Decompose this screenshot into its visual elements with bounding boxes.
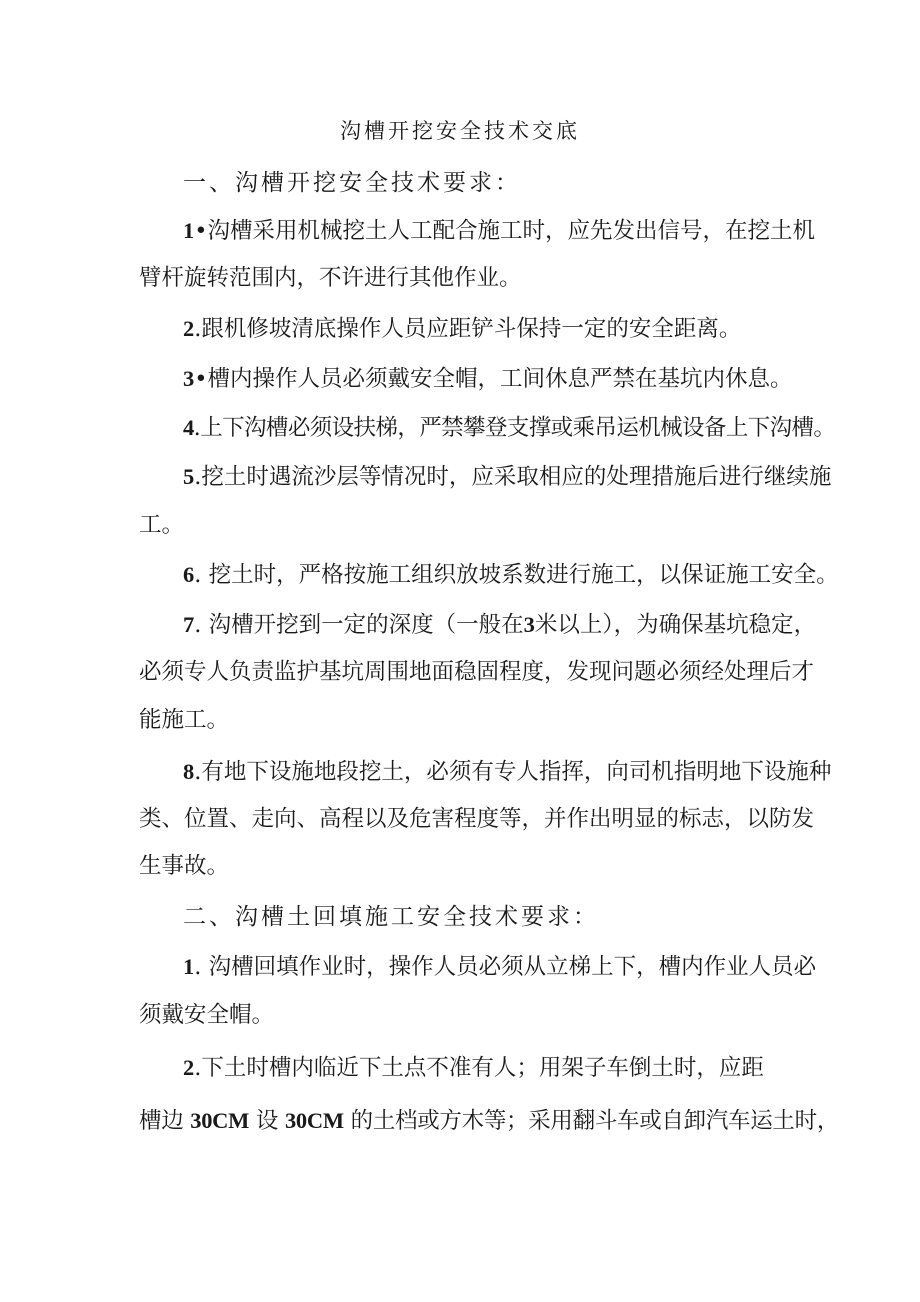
s1-item-7-number: 7: [183, 612, 195, 637]
s1-item-7-depth-value: 3: [523, 612, 535, 637]
s2-item-1-number: 1: [183, 954, 195, 979]
s1-item-8-line-3: 生事故。: [139, 853, 230, 879]
s1-item-3-line-1: 3•槽内操作人员必须戴安全帽，工间休息严禁在基坑内休息。: [183, 366, 793, 392]
s1-item-4-line-1: 4.上下沟槽必须设扶梯，严禁攀登支撑或乘吊运机械设备上下沟槽。: [183, 415, 836, 441]
s1-item-2-number: 2: [183, 316, 195, 341]
s1-item-8-line-1: 8.有地下设施地段挖土，必须有专人指挥，向司机指明地下设施种: [183, 759, 832, 785]
s1-item-2-line-1: 2.跟机修坡清底操作人员应距铲斗保持一定的安全距离。: [183, 316, 742, 342]
s1-item-1-number: 1: [183, 218, 195, 243]
s1-item-8-line-2: 类、位置、走向、高程以及危害程度等，并作出明显的标志，以防发: [139, 806, 815, 832]
s2-item-1-line-1: 1. 沟槽回填作业时，操作人员必须从立梯上下，槽内作业人员必: [183, 954, 817, 980]
s2-item-2-line-1: 2.下土时槽内临近下土点不准有人；用架子车倒土时，应距: [183, 1055, 764, 1081]
s1-item-3-number: 3: [183, 366, 195, 391]
s1-item-1-line-1: 1•沟槽采用机械挖土人工配合施工时，应先发出信号，在挖土机: [183, 218, 816, 244]
s2-item-2-number: 2: [183, 1055, 195, 1080]
s1-item-6-line-1: 6. 挖土时，严格按施工组织放坡系数进行施工，以保证施工安全。: [183, 562, 839, 588]
section-1-heading: 一、沟槽开挖安全技术要求：: [183, 170, 521, 196]
s1-item-7-line-1: 7. 沟槽开挖到一定的深度（一般在3米以上），为确保基坑稳定，: [183, 612, 817, 638]
s1-item-7-line-3: 能施工。: [139, 707, 230, 733]
s1-item-7-line-2: 必须专人负责监护基坑周围地面稳固程度，发现问题必须经处理后才: [139, 659, 815, 685]
s2-item-2-distance-value: 30CM: [190, 1108, 250, 1133]
s1-item-1-line-2: 臂杆旋转范围内，不许进行其他作业。: [139, 265, 522, 291]
section-2-heading: 二、沟槽土回填施工安全技术要求：: [183, 904, 599, 930]
s1-item-5-line-1: 5.挖土时遇流沙层等情况时，应采取相应的处理措施后进行继续施: [183, 464, 832, 490]
s2-item-2-barrier-value: 30CM: [284, 1108, 344, 1133]
s2-item-2-line-2: 槽边 30CM 设 30CM 的土档或方木等；采用翻斗车或自卸汽车运土时，: [139, 1108, 840, 1134]
s1-item-5-number: 5: [183, 464, 195, 489]
s2-item-1-line-2: 须戴安全帽。: [139, 1002, 275, 1028]
s1-item-4-number: 4: [183, 415, 194, 440]
document-title: 沟槽开挖安全技术交底: [340, 119, 580, 143]
s1-item-8-number: 8: [183, 759, 195, 784]
s1-item-5-line-2: 工。: [139, 512, 185, 538]
s1-item-6-number: 6: [183, 562, 195, 587]
